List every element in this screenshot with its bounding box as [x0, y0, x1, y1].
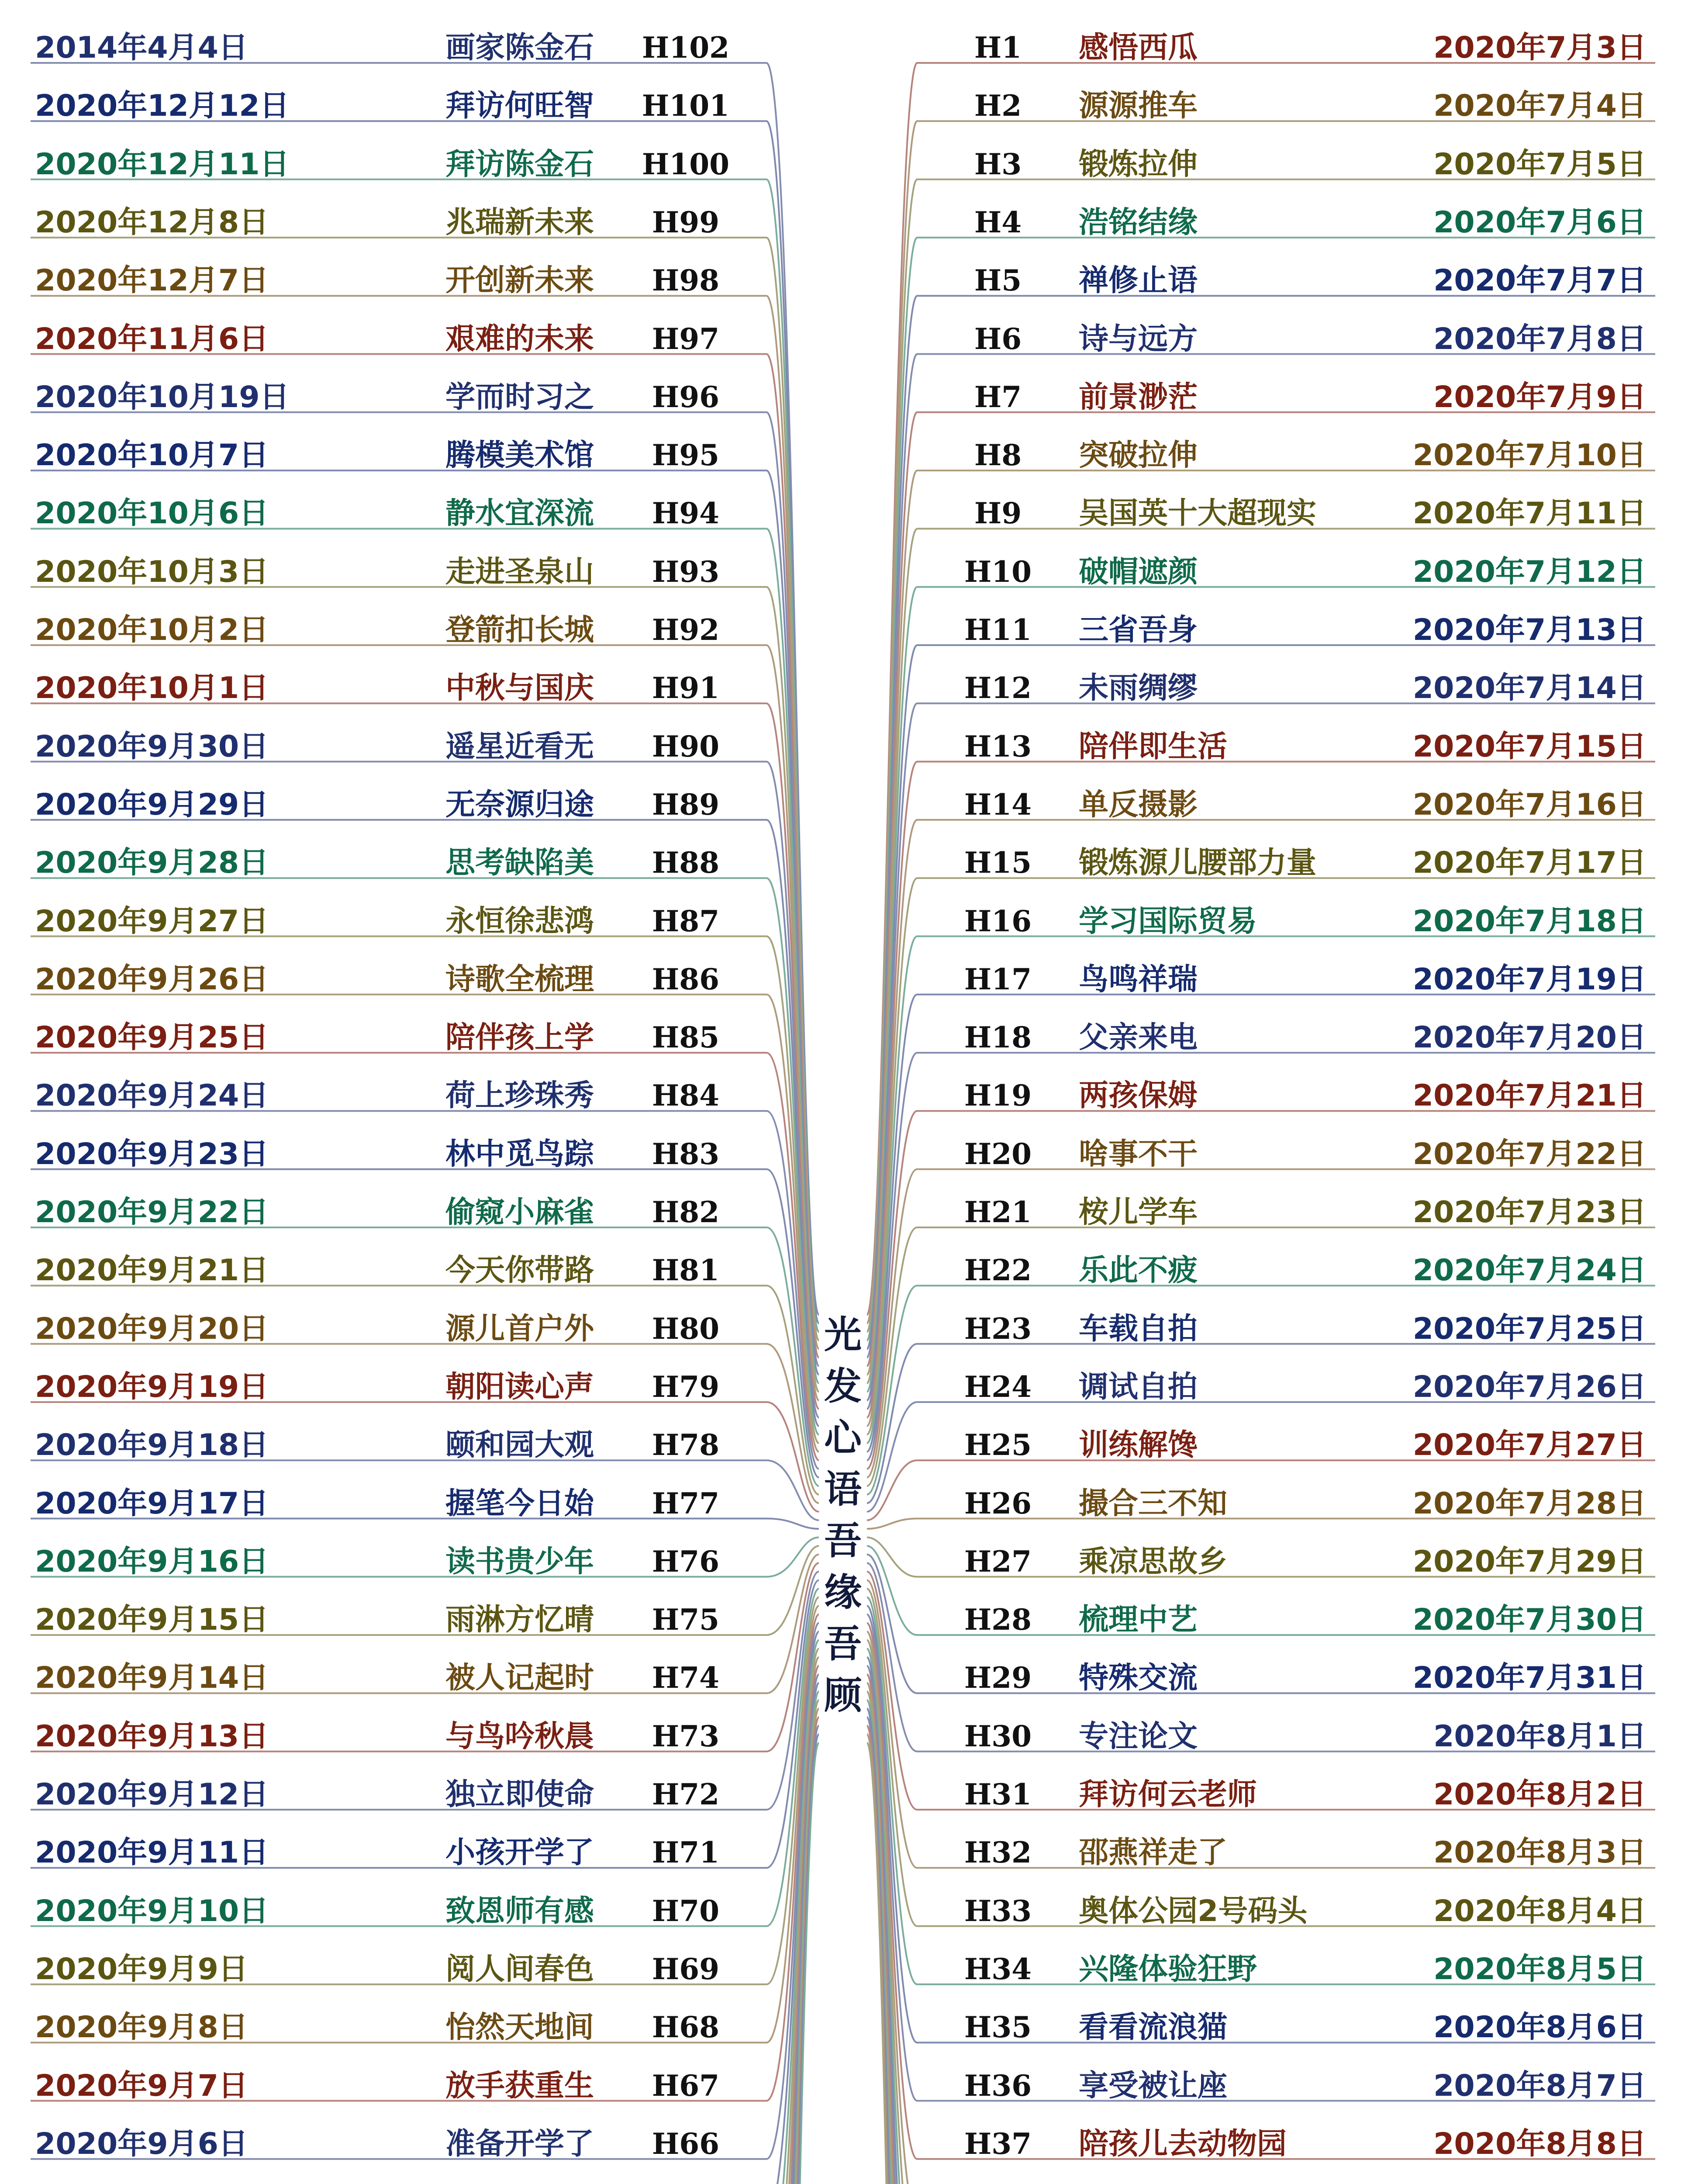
right-entry-id: H4: [974, 205, 1022, 239]
right-entry-id: H18: [964, 1020, 1032, 1055]
right-entry-title: 兴隆体验狂野: [1079, 1952, 1257, 1987]
right-entry-id: H28: [964, 1603, 1032, 1637]
left-entry-title: 朝阳读心声: [445, 1369, 594, 1404]
left-entry-date: 2020年9月16日: [35, 1544, 269, 1579]
left-entry-id: H95: [652, 438, 720, 473]
right-entry-id: H13: [964, 729, 1032, 764]
left-entry-id: H98: [652, 263, 720, 298]
right-entry-date: 2020年7月19日: [1412, 962, 1646, 997]
central-topic-char: 顾: [824, 1674, 862, 1717]
right-entry-title: 邵燕祥走了: [1079, 1835, 1228, 1870]
left-entry-title: 握笔今日始: [445, 1486, 594, 1521]
left-entry-date: 2020年9月23日: [35, 1137, 269, 1171]
left-entry-title: 被人记起时: [445, 1661, 594, 1696]
left-entry-id: H101: [642, 89, 730, 123]
central-topic-char: 心: [824, 1416, 862, 1460]
left-entry-date: 2020年9月7日: [35, 2068, 248, 2103]
left-connector: [31, 1344, 819, 1503]
left-entry-id: H83: [652, 1137, 720, 1171]
left-entry-title: 今天你带路: [445, 1253, 594, 1288]
right-entry-title: 浩铭结缘: [1079, 205, 1198, 240]
right-entry-title: 看看流浪猫: [1079, 2010, 1228, 2045]
right-entry-date: 2020年7月23日: [1412, 1195, 1646, 1230]
right-entry-date: 2020年7月27日: [1412, 1428, 1646, 1463]
left-entry-date: 2020年12月12日: [35, 89, 290, 124]
left-entry-id: H73: [652, 1719, 720, 1753]
left-entry-id: H88: [652, 846, 720, 880]
left-entry-date: 2020年10月19日: [35, 380, 290, 415]
left-entry-id: H71: [652, 1835, 720, 1870]
left-entry-title: 拜访陈金石: [445, 147, 594, 182]
left-entry-id: H91: [652, 671, 720, 705]
left-entry-id: H85: [652, 1020, 720, 1055]
right-entry-title: 感悟西瓜: [1079, 31, 1198, 65]
left-entry-id: H69: [652, 1952, 720, 1986]
left-entry-title: 画家陈金石: [445, 31, 594, 65]
right-entry-title: 父亲来电: [1079, 1020, 1198, 1055]
left-entry-title: 无奈源归途: [445, 787, 594, 822]
left-entry-id: H72: [652, 1777, 720, 1811]
left-entry-title: 与鸟吟秋晨: [445, 1719, 594, 1754]
right-entry-title: 诗与远方: [1079, 321, 1198, 356]
right-entry-title: 学习国际贸易: [1079, 904, 1257, 939]
right-entry-title: 调试自拍: [1079, 1369, 1198, 1404]
left-entry-date: 2020年9月12日: [35, 1777, 269, 1812]
right-entry-id: H17: [964, 962, 1032, 996]
right-entry-date: 2020年7月15日: [1412, 729, 1646, 764]
left-entry-title: 遥星近看无: [445, 729, 594, 764]
right-entry-title: 源源推车: [1079, 89, 1198, 124]
left-entry-date: 2020年9月14日: [35, 1661, 269, 1696]
left-entry-date: 2020年9月10日: [35, 1894, 269, 1928]
right-entry-id: H5: [974, 263, 1022, 298]
right-entry-title: 啥事不干: [1079, 1137, 1198, 1171]
left-entry-date: 2020年12月11日: [35, 147, 290, 182]
right-connector: [867, 1691, 1655, 2184]
right-connector: [867, 936, 1655, 1444]
left-entry-id: H90: [652, 729, 720, 764]
right-connector: [867, 1589, 1655, 1926]
left-entry-id: H70: [652, 1894, 720, 1928]
left-entry-id: H82: [652, 1195, 720, 1229]
left-entry-date: 2020年9月11日: [35, 1835, 269, 1870]
left-entry-date: 2020年9月8日: [35, 2010, 248, 2045]
right-entry-id: H9: [974, 496, 1022, 531]
left-entry-id: H86: [652, 962, 720, 996]
left-entry-title: 拜访何旺智: [445, 89, 594, 124]
left-entry-title: 静水宜深流: [445, 496, 594, 531]
right-entry-date: 2020年7月9日: [1433, 380, 1646, 415]
right-entry-id: H22: [964, 1253, 1032, 1288]
left-entry-id: H89: [652, 787, 720, 822]
left-entry-date: 2020年9月15日: [35, 1603, 269, 1638]
left-entry-title: 艰难的未来: [445, 321, 594, 356]
right-entry-id: H12: [964, 671, 1032, 705]
right-entry-title: 乘凉思故乡: [1079, 1544, 1228, 1579]
left-entry-date: 2020年9月24日: [35, 1078, 269, 1113]
right-entry-id: H30: [964, 1719, 1032, 1753]
central-topic-char: 缘: [824, 1571, 862, 1614]
right-entry-title: 单反摄影: [1079, 787, 1198, 822]
right-entry-title: 特殊交流: [1079, 1661, 1198, 1696]
central-topic-char: 发: [824, 1365, 862, 1408]
central-topic[interactable]: [819, 1304, 867, 1749]
right-entry-id: H15: [964, 846, 1032, 880]
right-entry-id: H10: [964, 554, 1032, 589]
right-entry-id: H33: [964, 1894, 1032, 1928]
right-entry-id: H29: [964, 1661, 1032, 1695]
right-entry-title: 吴国英十大超现实: [1079, 496, 1317, 531]
right-entry-title: 禅修止语: [1079, 263, 1198, 298]
left-entry-date: 2020年10月7日: [35, 438, 269, 473]
left-entry-date: 2020年9月9日: [35, 1952, 248, 1987]
left-entry-title: 永恒徐悲鸿: [445, 904, 594, 939]
right-entry-title: 拜访何云老师: [1079, 1777, 1257, 1812]
left-entry-date: 2020年10月6日: [35, 496, 269, 531]
right-entry-title: 破帽遮颜: [1079, 554, 1198, 589]
right-entry-title: 陪孩儿去动物园: [1079, 2126, 1287, 2161]
right-entry-title: 突破拉伸: [1079, 438, 1198, 473]
left-connector: [31, 1691, 819, 2184]
right-entry-date: 2020年8月4日: [1433, 1894, 1646, 1928]
right-entry-id: H11: [964, 613, 1032, 647]
left-entry-title: 林中觅鸟踪: [445, 1137, 594, 1171]
right-entry-date: 2020年7月17日: [1412, 846, 1646, 881]
right-entry-id: H14: [964, 787, 1032, 822]
left-entry-date: 2014年4月4日: [35, 31, 248, 65]
right-entry-date: 2020年7月12日: [1412, 554, 1646, 589]
right-entry-date: 2020年7月6日: [1433, 205, 1646, 240]
central-topic-char: 光: [824, 1313, 862, 1357]
left-entry-title: 登箭扣长城: [445, 613, 594, 647]
right-entry-title: 桉儿学车: [1079, 1195, 1198, 1230]
left-entry-date: 2020年9月21日: [35, 1253, 269, 1288]
right-entry-id: H32: [964, 1835, 1032, 1870]
left-connector: [31, 1589, 819, 1926]
left-entry-date: 2020年9月26日: [35, 962, 269, 997]
right-entry-date: 2020年7月16日: [1412, 787, 1646, 822]
left-entry-id: H67: [652, 2068, 720, 2103]
right-entry-title: 鸟鸣祥瑞: [1079, 962, 1198, 997]
left-entry-title: 荷上珍珠秀: [445, 1078, 594, 1113]
right-entry-id: H2: [974, 89, 1022, 123]
left-entry-id: H79: [652, 1369, 720, 1404]
right-entry-title: 乐此不疲: [1079, 1253, 1198, 1288]
left-entry-date: 2020年11月6日: [35, 321, 269, 356]
left-entry-title: 学而时习之: [445, 380, 594, 415]
central-topic-char: 吾: [824, 1622, 862, 1666]
right-entry-id: H3: [974, 147, 1022, 181]
right-entry-id: H16: [964, 904, 1032, 938]
left-entry-id: H77: [652, 1486, 720, 1521]
right-entry-date: 2020年7月8日: [1433, 321, 1646, 356]
left-entry-title: 腾模美术馆: [445, 438, 594, 473]
right-entry-date: 2020年7月14日: [1412, 671, 1646, 706]
left-entry-id: H92: [652, 613, 720, 647]
left-entry-title: 思考缺陷美: [445, 846, 594, 881]
right-entry-title: 锻炼源儿腰部力量: [1079, 846, 1317, 881]
right-entry-id: H1: [974, 31, 1022, 65]
right-connector: [867, 1683, 1655, 2184]
left-entry-id: H84: [652, 1078, 720, 1113]
right-entry-id: H31: [964, 1777, 1032, 1811]
right-entry-id: H35: [964, 2010, 1032, 2045]
left-entry-date: 2020年9月22日: [35, 1195, 269, 1230]
right-entry-title: 撮合三不知: [1079, 1486, 1228, 1521]
right-entry-date: 2020年7月28日: [1412, 1486, 1646, 1521]
left-entry-date: 2020年9月25日: [35, 1020, 269, 1055]
left-entry-date: 2020年10月3日: [35, 554, 269, 589]
right-entry-id: H19: [964, 1078, 1032, 1113]
left-entry-id: H102: [642, 31, 730, 65]
left-entry-id: H87: [652, 904, 720, 938]
left-entry-title: 颐和园大观: [445, 1428, 594, 1463]
left-entry-id: H66: [652, 2126, 720, 2161]
right-entry-date: 2020年7月7日: [1433, 263, 1646, 298]
right-entry-id: H23: [964, 1311, 1032, 1346]
left-entry-title: 中秋与国庆: [445, 671, 594, 706]
left-entry-id: H80: [652, 1311, 720, 1346]
right-entry-id: H6: [974, 321, 1022, 356]
left-entry-title: 阅人间春色: [445, 1952, 594, 1987]
right-entry-title: 锻炼拉伸: [1079, 147, 1198, 182]
central-topic-char: 吾: [824, 1519, 862, 1563]
right-entry-id: H20: [964, 1137, 1032, 1171]
right-entry-date: 2020年7月26日: [1412, 1369, 1646, 1404]
left-entry-id: H81: [652, 1253, 720, 1288]
right-entry-date: 2020年8月8日: [1433, 2126, 1646, 2161]
right-entry-id: H7: [974, 380, 1022, 414]
right-entry-title: 两孩保姆: [1079, 1078, 1198, 1113]
right-entry-date: 2020年7月20日: [1412, 1020, 1646, 1055]
left-entry-title: 诗歌全梳理: [445, 962, 594, 997]
left-entry-id: H78: [652, 1428, 720, 1462]
left-entry-id: H93: [652, 554, 720, 589]
left-entry-title: 偷窥小麻雀: [445, 1195, 594, 1230]
left-entry-date: 2020年9月19日: [35, 1369, 269, 1404]
left-entry-title: 怡然天地间: [445, 2010, 594, 2045]
right-entry-date: 2020年7月22日: [1412, 1137, 1646, 1171]
right-entry-title: 奥体公园2号码头: [1079, 1894, 1308, 1928]
left-entry-title: 走进圣泉山: [445, 554, 594, 589]
left-entry-id: H99: [652, 205, 720, 239]
right-entry-title: 享受被让座: [1079, 2068, 1228, 2103]
right-entry-date: 2020年7月21日: [1412, 1078, 1646, 1113]
right-connector: [867, 1344, 1655, 1503]
central-topic-char: 语: [824, 1468, 862, 1511]
left-entry-id: H74: [652, 1661, 720, 1695]
right-connector: [867, 1700, 1655, 2184]
right-entry-title: 陪伴即生活: [1079, 729, 1228, 764]
right-entry-id: H37: [964, 2126, 1032, 2161]
right-entry-id: H36: [964, 2068, 1032, 2103]
right-entry-id: H21: [964, 1195, 1032, 1229]
left-entry-title: 放手获重生: [445, 2068, 594, 2103]
right-entry-date: 2020年7月24日: [1412, 1253, 1646, 1288]
left-entry-title: 独立即使命: [445, 1777, 594, 1812]
right-entry-date: 2020年8月3日: [1433, 1835, 1646, 1870]
left-entry-date: 2020年9月18日: [35, 1428, 269, 1463]
left-entry-date: 2020年10月1日: [35, 671, 269, 706]
left-entry-date: 2020年9月13日: [35, 1719, 269, 1754]
left-entry-date: 2020年9月27日: [35, 904, 269, 939]
right-entry-id: H34: [964, 1952, 1032, 1986]
right-entry-date: 2020年7月5日: [1433, 147, 1646, 182]
right-entry-title: 前景渺茫: [1079, 380, 1198, 415]
left-entry-title: 小孩开学了: [445, 1835, 594, 1870]
left-entry-date: 2020年10月2日: [35, 613, 269, 647]
right-entry-date: 2020年7月30日: [1412, 1603, 1646, 1638]
left-entry-date: 2020年9月30日: [35, 729, 269, 764]
right-entry-title: 车载自拍: [1079, 1311, 1198, 1346]
left-connector: [31, 1683, 819, 2184]
left-entry-date: 2020年9月6日: [35, 2126, 248, 2161]
left-entry-date: 2020年12月8日: [35, 205, 269, 240]
left-entry-id: H96: [652, 380, 720, 414]
right-entry-date: 2020年7月18日: [1412, 904, 1646, 939]
left-entry-title: 源儿首户外: [445, 1311, 594, 1346]
left-entry-title: 雨淋方忆晴: [445, 1603, 594, 1638]
right-entry-id: H26: [964, 1486, 1032, 1521]
right-entry-title: 专注论文: [1079, 1719, 1198, 1754]
right-entry-date: 2020年7月10日: [1412, 438, 1646, 473]
right-entry-title: 三省吾身: [1079, 613, 1198, 647]
right-entry-date: 2020年7月25日: [1412, 1311, 1646, 1346]
left-entry-id: H94: [652, 496, 720, 531]
right-entry-id: H25: [964, 1428, 1032, 1462]
right-entry-id: H8: [974, 438, 1022, 473]
left-entry-date: 2020年9月29日: [35, 787, 269, 822]
left-connector: [31, 936, 819, 1444]
left-entry-title: 开创新未来: [445, 263, 594, 298]
right-entry-date: 2020年7月4日: [1433, 89, 1646, 124]
left-entry-title: 致恩师有感: [445, 1894, 594, 1928]
right-entry-title: 未雨绸缪: [1079, 671, 1198, 706]
right-entry-title: 训练解馋: [1079, 1428, 1198, 1463]
right-entry-date: 2020年7月29日: [1412, 1544, 1646, 1579]
right-entry-id: H24: [964, 1369, 1032, 1404]
right-entry-date: 2020年8月5日: [1433, 1952, 1646, 1987]
right-entry-date: 2020年7月3日: [1433, 31, 1646, 65]
right-entry-date: 2020年8月7日: [1433, 2068, 1646, 2103]
left-entry-title: 陪伴孩上学: [445, 1020, 594, 1055]
left-entry-date: 2020年9月17日: [35, 1486, 269, 1521]
left-entry-id: H100: [642, 147, 730, 181]
right-entry-date: 2020年8月1日: [1433, 1719, 1646, 1754]
left-entry-id: H76: [652, 1544, 720, 1579]
left-entry-date: 2020年9月28日: [35, 846, 269, 881]
right-entry-date: 2020年7月31日: [1412, 1661, 1646, 1696]
right-entry-title: 梳理中艺: [1079, 1603, 1198, 1638]
left-entry-title: 准备开学了: [445, 2126, 594, 2161]
left-entry-title: 兆瑞新未来: [445, 205, 594, 240]
left-entry-date: 2020年12月7日: [35, 263, 269, 298]
right-entry-date: 2020年7月13日: [1412, 613, 1646, 647]
right-entry-date: 2020年7月11日: [1412, 496, 1646, 531]
left-entry-id: H97: [652, 321, 720, 356]
right-entry-date: 2020年8月6日: [1433, 2010, 1646, 2045]
left-entry-title: 读书贵少年: [445, 1544, 594, 1579]
right-entry-date: 2020年8月2日: [1433, 1777, 1646, 1812]
left-entry-id: H75: [652, 1603, 720, 1637]
left-connector: [31, 1700, 819, 2184]
left-entry-date: 2020年9月20日: [35, 1311, 269, 1346]
right-entry-id: H27: [964, 1544, 1032, 1579]
left-entry-id: H68: [652, 2010, 720, 2045]
